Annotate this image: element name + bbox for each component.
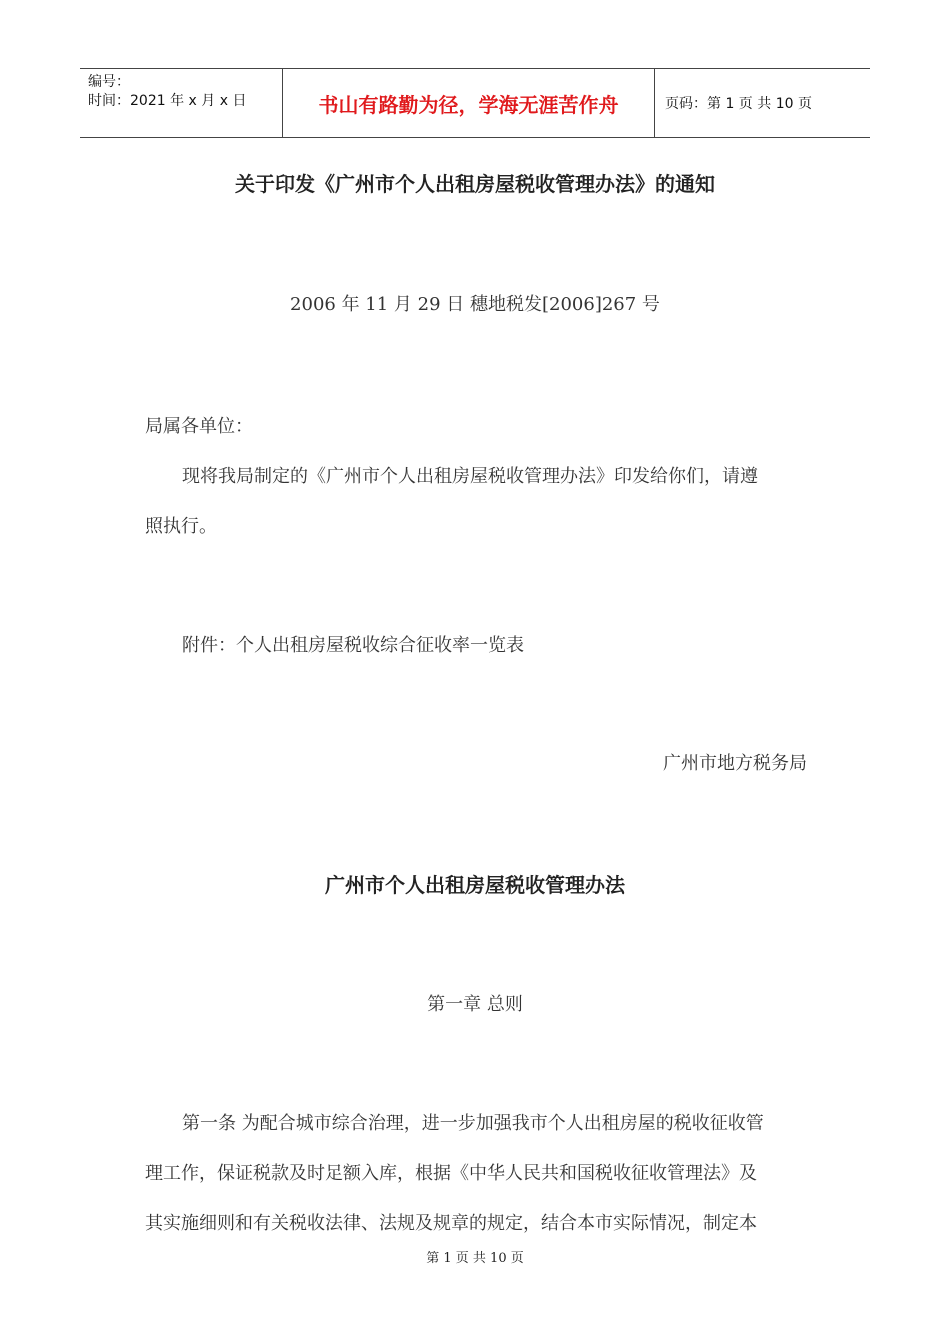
- chapter-heading: 第一章 总则: [427, 994, 523, 1015]
- header-page-info: 页码：第 1 页 共 10 页: [665, 96, 812, 112]
- notice-body-line-1: 现将我局制定的《广州市个人出租房屋税收管理办法》印发给你们，请遵: [182, 466, 758, 487]
- notice-title: 关于印发《广州市个人出租房屋税收管理办法》的通知: [235, 172, 715, 196]
- header-meta: [80, 69, 282, 137]
- notice-date-reference: 2006 年 11 月 29 日 穗地税发[2006]267 号: [290, 294, 660, 315]
- article-1-line-3: 其实施细则和有关税收法律、法规及规章的规定，结合本市实际情况，制定本: [145, 1213, 757, 1234]
- number-label: 编号：: [88, 74, 130, 90]
- signature: 广州市地方税务局: [663, 753, 807, 774]
- regulation-title: 广州市个人出租房屋税收管理办法: [325, 873, 625, 897]
- time-label: 时间：2021 年 x 月 x 日: [88, 93, 247, 109]
- notice-body-line-2: 照执行。: [145, 516, 217, 537]
- header-motto: 书山有路勤为径，学海无涯苦作舟: [282, 69, 655, 137]
- article-1-line-1: 第一条 为配合城市综合治理，进一步加强我市个人出租房屋的税收征收管: [182, 1113, 764, 1134]
- attachment-line: 附件：个人出租房屋税收综合征收率一览表: [182, 635, 524, 656]
- salutation: 局属各单位：: [145, 416, 253, 437]
- article-1-line-2: 理工作，保证税款及时足额入库，根据《中华人民共和国税收征收管理法》及: [145, 1163, 757, 1184]
- document-header: [80, 68, 870, 138]
- page-footer: 第 1 页 共 10 页: [426, 1251, 524, 1266]
